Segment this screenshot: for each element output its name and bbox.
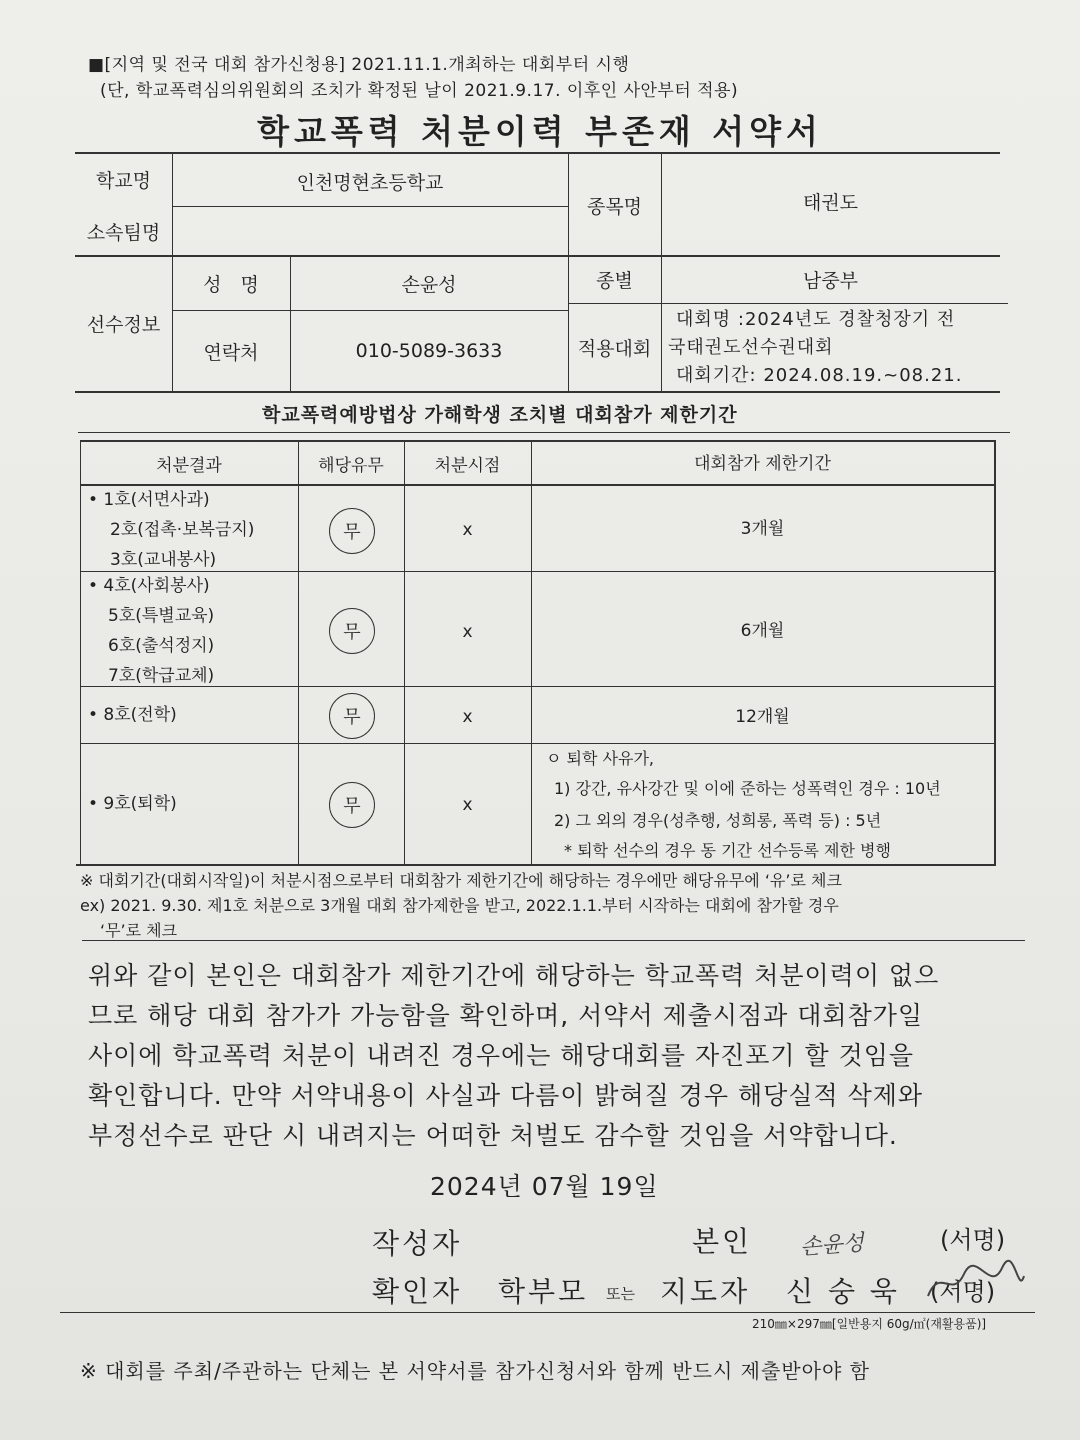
row2-timing: x xyxy=(462,622,473,642)
event-value: 태권도 xyxy=(802,191,859,214)
row1-item3: 3호(교내봉사) xyxy=(110,550,217,570)
row1-timing: x xyxy=(462,520,473,540)
row3-timing: x xyxy=(462,707,473,727)
contact-value: 010-5089-3633 xyxy=(355,340,503,362)
row4-limit-line2: 1) 강간, 유사강간 및 이에 준하는 성폭력인 경우 : 10년 xyxy=(554,779,941,798)
submission-footnote: ※ 대회를 주최/주관하는 단체는 본 서약서를 참가신청서와 함께 반드시 제출받아야 함 xyxy=(80,1359,870,1383)
header-condition-line: (단, 학교폭력심의위원회의 조치가 확정된 날이 2021.9.17. 이후인 사안부터 적용) xyxy=(100,81,739,101)
note-example-cont: ‘무’로 체크 xyxy=(100,921,178,940)
table-row xyxy=(88,789,177,819)
header-timing: 처분시점 xyxy=(434,455,501,476)
row2-item4: 7호(학급교체) xyxy=(108,666,215,686)
writer-label: 작성자 xyxy=(372,1227,463,1260)
pledge-line2: 므로 해당 대회 참가가 가능함을 확인하며, 서약서 제출시점과 대회참가일 xyxy=(88,1001,924,1030)
team-label: 소속팀명 xyxy=(86,221,161,244)
category-value: 남중부 xyxy=(802,270,859,292)
row2-limit: 6개월 xyxy=(740,620,785,641)
row4-limit-line3: 2) 그 외의 경우(성추행, 성희롱, 폭력 등) : 5년 xyxy=(554,811,882,830)
school-value: 인천명현초등학교 xyxy=(296,171,444,194)
row1-item2: 2호(접촉·보복금지) xyxy=(110,520,255,540)
player-info-label: 선수정보 xyxy=(86,314,161,336)
row4-item1: • 9호(퇴학) xyxy=(88,794,177,814)
confirmer-label: 확인자 xyxy=(372,1275,463,1308)
sign-mark-1: (서명) xyxy=(940,1226,1006,1254)
pledge-line1: 위와 같이 본인은 대회참가 제한기간에 해당하는 학교폭력 처분이력이 없으 xyxy=(88,961,940,990)
row2-item1: • 4호(사회봉사) xyxy=(88,576,210,596)
table-row xyxy=(88,700,177,730)
sign-mark-2: (서명) xyxy=(930,1278,996,1306)
row4-limit-line1: ㅇ 퇴학 사유가, xyxy=(546,749,654,768)
header-restriction-period: 대회참가 제한기간 xyxy=(694,453,831,474)
event-label: 종목명 xyxy=(586,195,643,218)
parent-label: 학부모 xyxy=(498,1275,589,1308)
row2-item3: 6호(출석정지) xyxy=(108,636,215,656)
competition-name-line1: 대회명 :2024년도 경찰청장기 전 xyxy=(676,309,956,330)
row4-timing: x xyxy=(462,795,473,815)
note-example: ex) 2021. 9.30. 제1호 처분으로 3개월 대회 참가제한을 받고, 2022.1.1.부터 시작하는 대회에 참가할 경우 xyxy=(80,896,839,915)
pledge-date: 2024년 07월 19일 xyxy=(430,1172,659,1201)
row3-item1: • 8호(전학) xyxy=(88,705,177,725)
coach-name: 신 숭 욱 xyxy=(786,1275,900,1308)
row1-limit: 3개월 xyxy=(740,518,785,539)
competition-period: 대회기간: 2024.08.19.~08.21. xyxy=(676,365,963,386)
header-scope-line: ■[지역 및 전국 대회 참가신청용] 2021.11.1.개최하는 대회부터 시행 xyxy=(88,55,630,75)
self-label: 본인 xyxy=(692,1225,753,1258)
row4-applicable-mark: 무 xyxy=(329,782,375,828)
header-result: 처분결과 xyxy=(156,455,222,476)
pledge-line5: 부정선수로 판단 시 내려지는 어떠한 처벌도 감수할 것임을 서약합니다. xyxy=(88,1121,898,1150)
name-value: 손윤성 xyxy=(401,273,457,296)
name-label: 성 명 xyxy=(203,273,259,296)
restriction-section-title: 학교폭력예방법상 가해학생 조치별 대회참가 제한기간 xyxy=(262,404,738,426)
or-label: 또는 xyxy=(606,1285,635,1303)
competition-name-line2: 국태권도선수권대회 xyxy=(668,337,834,358)
row1-item1: • 1호(서면사과) xyxy=(88,490,210,510)
row4-limit-line4: * 퇴학 선수의 경우 동 기간 선수등록 제한 병행 xyxy=(564,841,891,860)
document-title: 학교폭력 처분이력 부존재 서약서 xyxy=(257,112,823,151)
applied-competition-label: 적용대회 xyxy=(577,338,652,360)
coach-label: 지도자 xyxy=(660,1275,751,1308)
pledge-text xyxy=(88,956,1023,1156)
row3-limit: 12개월 xyxy=(735,706,790,727)
paper-spec: 210㎜×297㎜[일반용지 60g/㎡(재활용품)] xyxy=(752,1317,987,1331)
header-applicable: 해당유무 xyxy=(318,455,384,476)
contact-label: 연락처 xyxy=(203,341,259,364)
team-value xyxy=(172,207,568,255)
school-label: 학교명 xyxy=(95,169,152,192)
pledge-line3: 사이에 학교폭력 처분이 내려진 경우에는 해당대회를 자진포기 할 것임을 xyxy=(88,1041,915,1070)
row1-applicable-mark: 무 xyxy=(329,508,375,554)
coach-signature-scribble xyxy=(920,1256,1030,1306)
row2-item2: 5호(특별교육) xyxy=(108,606,215,626)
row3-applicable-mark: 무 xyxy=(329,693,375,739)
table-row xyxy=(88,571,214,691)
category-label: 종별 xyxy=(596,270,633,292)
table-row xyxy=(88,485,254,575)
self-signature: 손윤성 xyxy=(799,1230,865,1261)
pledge-line4: 확인합니다. 만약 서약내용이 사실과 다름이 밝혀질 경우 해당실적 삭제와 xyxy=(88,1081,924,1110)
row2-applicable-mark: 무 xyxy=(329,608,375,654)
note-check-rule: ※ 대회기간(대회시작일)이 처분시점으로부터 대회참가 제한기간에 해당하는 경우에만 해당유무에 ‘유’로 체크 xyxy=(80,871,842,890)
